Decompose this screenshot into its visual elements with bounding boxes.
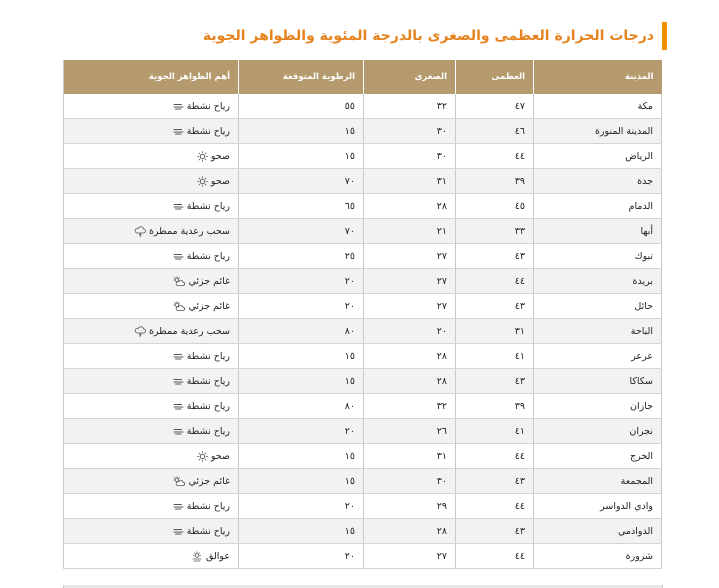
cell-min: ٣٢ xyxy=(364,94,456,119)
cell-city: سكاكا xyxy=(534,369,662,394)
wind-icon xyxy=(173,526,184,537)
table-row xyxy=(64,494,662,519)
cell-phenomenon xyxy=(64,519,239,544)
wind-icon xyxy=(173,101,184,112)
phenomenon-label: عوالق xyxy=(205,550,230,562)
cell-phenomenon xyxy=(64,244,239,269)
phenomenon xyxy=(173,376,230,387)
haze-icon xyxy=(191,551,203,562)
cell-max: ٣٩ xyxy=(456,394,534,419)
phenomenon xyxy=(173,201,230,212)
storm-cloud-icon xyxy=(134,226,146,237)
table-row xyxy=(64,119,662,144)
cell-humidity: ١٥ xyxy=(239,144,364,169)
cell-humidity: ٧٠ xyxy=(239,219,364,244)
phenomenon xyxy=(134,226,230,237)
partly-cloudy-icon xyxy=(173,476,185,487)
cell-min: ٢٧ xyxy=(364,294,456,319)
sun-icon xyxy=(197,176,208,187)
table-row xyxy=(64,169,662,194)
cell-city: وادي الدواسر xyxy=(534,494,662,519)
cell-humidity: ٢٠ xyxy=(239,269,364,294)
cell-city: عرعر xyxy=(534,344,662,369)
wind-icon xyxy=(173,376,184,387)
cell-phenomenon xyxy=(64,294,239,319)
cell-city: الرياض xyxy=(534,144,662,169)
phenomenon-label: صحو xyxy=(210,450,230,462)
cell-city: تبوك xyxy=(534,244,662,269)
wind-icon xyxy=(173,426,184,437)
phenomenon-label: سحب رعدية ممطرة xyxy=(148,325,230,337)
table-row xyxy=(64,344,662,369)
cell-min: ٢٩ xyxy=(364,494,456,519)
cell-city: بريدة xyxy=(534,269,662,294)
phenomenon xyxy=(197,151,230,162)
cell-max: ٤٣ xyxy=(456,244,534,269)
table-row xyxy=(64,319,662,344)
table-row xyxy=(64,194,662,219)
cell-phenomenon xyxy=(64,544,239,569)
cell-phenomenon xyxy=(64,94,239,119)
table-row xyxy=(64,144,662,169)
cell-min: ٣٠ xyxy=(364,144,456,169)
phenomenon-label: رياح نشطة xyxy=(186,375,230,387)
phenomenon-label: سحب رعدية ممطرة xyxy=(148,225,230,237)
cell-min: ٢٨ xyxy=(364,194,456,219)
cell-max: ٤٣ xyxy=(456,519,534,544)
cell-phenomenon xyxy=(64,419,239,444)
partly-cloudy-icon xyxy=(173,276,185,287)
cell-min: ٢١ xyxy=(364,219,456,244)
wind-icon xyxy=(173,251,184,262)
sun-icon xyxy=(197,451,208,462)
table-header-row xyxy=(64,60,662,94)
table-row xyxy=(64,369,662,394)
cell-humidity: ٦٥ xyxy=(239,194,364,219)
storm-cloud-icon xyxy=(134,326,146,337)
table-row xyxy=(64,94,662,119)
cell-city: الدوادمي xyxy=(534,519,662,544)
cell-humidity: ٨٠ xyxy=(239,394,364,419)
table-row xyxy=(64,269,662,294)
cell-city: حائل xyxy=(534,294,662,319)
cell-humidity: ٢٠ xyxy=(239,494,364,519)
cell-min: ٢٨ xyxy=(364,369,456,394)
cell-min: ٣١ xyxy=(364,444,456,469)
table-row xyxy=(64,244,662,269)
header-phenomena: أهم الظواهر الجوية xyxy=(64,60,239,94)
phenomenon-label: صحو xyxy=(210,175,230,187)
cell-min: ٣٢ xyxy=(364,394,456,419)
header-humidity: الرطوبة المتوقعة xyxy=(239,60,364,94)
cell-phenomenon xyxy=(64,494,239,519)
cell-humidity: ٧٠ xyxy=(239,169,364,194)
cell-phenomenon xyxy=(64,194,239,219)
phenomenon xyxy=(173,501,230,512)
wind-icon xyxy=(173,126,184,137)
weather-table xyxy=(63,60,662,569)
cell-phenomenon xyxy=(64,119,239,144)
phenomenon xyxy=(173,401,230,412)
table-row xyxy=(64,519,662,544)
table-row xyxy=(64,544,662,569)
header-min: الصغرى xyxy=(364,60,456,94)
phenomenon xyxy=(197,176,230,187)
cell-phenomenon xyxy=(64,394,239,419)
cell-city: جدة xyxy=(534,169,662,194)
phenomenon-label: رياح نشطة xyxy=(186,125,230,137)
cell-city: جازان xyxy=(534,394,662,419)
cell-max: ٣١ xyxy=(456,319,534,344)
cell-min: ٢٠ xyxy=(364,319,456,344)
phenomenon xyxy=(197,451,230,462)
cell-humidity: ٢٥ xyxy=(239,244,364,269)
cell-phenomenon xyxy=(64,444,239,469)
cell-max: ٤٣ xyxy=(456,294,534,319)
table-row xyxy=(64,419,662,444)
phenomenon-label: غائم جزئي xyxy=(188,475,230,487)
cell-max: ٤٣ xyxy=(456,369,534,394)
cell-city: المجمعة xyxy=(534,469,662,494)
cell-city: شرورة xyxy=(534,544,662,569)
cell-humidity: ١٥ xyxy=(239,369,364,394)
cell-phenomenon xyxy=(64,469,239,494)
cell-max: ٤١ xyxy=(456,419,534,444)
header-max: العظمى xyxy=(456,60,534,94)
cell-humidity: ٢٠ xyxy=(239,544,364,569)
table-body xyxy=(64,94,662,569)
cell-phenomenon xyxy=(64,344,239,369)
cell-phenomenon xyxy=(64,219,239,244)
cell-max: ٤٤ xyxy=(456,494,534,519)
phenomenon-label: رياح نشطة xyxy=(186,100,230,112)
cell-city: نجران xyxy=(534,419,662,444)
cell-min: ٢٦ xyxy=(364,419,456,444)
cell-humidity: ٥٥ xyxy=(239,94,364,119)
phenomenon xyxy=(173,251,230,262)
phenomenon-label: صحو xyxy=(210,150,230,162)
phenomenon xyxy=(173,426,230,437)
table-row xyxy=(64,294,662,319)
page-title: درجات الحرارة العظمى والصغرى بالدرجة المئوية والظواهر الجوية xyxy=(202,28,654,44)
cell-phenomenon xyxy=(64,169,239,194)
phenomenon xyxy=(191,551,230,562)
cell-min: ٢٨ xyxy=(364,519,456,544)
cell-humidity: ١٥ xyxy=(239,344,364,369)
phenomenon xyxy=(173,351,230,362)
phenomenon xyxy=(173,301,230,312)
phenomenon-label: غائم جزئي xyxy=(188,300,230,312)
cell-phenomenon xyxy=(64,369,239,394)
phenomenon xyxy=(173,276,230,287)
cell-humidity: ١٥ xyxy=(239,519,364,544)
wind-icon xyxy=(173,351,184,362)
cell-max: ٤١ xyxy=(456,344,534,369)
cell-max: ٤٦ xyxy=(456,119,534,144)
cell-humidity: ١٥ xyxy=(239,119,364,144)
phenomenon-label: رياح نشطة xyxy=(186,350,230,362)
cell-max: ٤٣ xyxy=(456,469,534,494)
phenomenon-label: رياح نشطة xyxy=(186,400,230,412)
phenomenon-label: رياح نشطة xyxy=(186,525,230,537)
cell-min: ٣١ xyxy=(364,169,456,194)
cell-humidity: ٢٠ xyxy=(239,294,364,319)
phenomenon xyxy=(173,476,230,487)
table-row xyxy=(64,219,662,244)
cell-humidity: ٢٠ xyxy=(239,419,364,444)
cell-phenomenon xyxy=(64,319,239,344)
partly-cloudy-icon xyxy=(173,301,185,312)
cell-min: ٣٠ xyxy=(364,469,456,494)
table-row xyxy=(64,469,662,494)
phenomenon-label: رياح نشطة xyxy=(186,250,230,262)
cell-humidity: ٨٠ xyxy=(239,319,364,344)
phenomenon xyxy=(173,101,230,112)
cell-humidity: ١٥ xyxy=(239,469,364,494)
cell-max: ٤٤ xyxy=(456,544,534,569)
wind-icon xyxy=(173,401,184,412)
cell-city: أبها xyxy=(534,219,662,244)
cell-min: ٣٠ xyxy=(364,119,456,144)
cell-max: ٤٧ xyxy=(456,94,534,119)
phenomenon xyxy=(173,526,230,537)
cell-min: ٢٧ xyxy=(364,544,456,569)
cell-min: ٢٧ xyxy=(364,269,456,294)
cell-max: ٣٩ xyxy=(456,169,534,194)
title-accent-bar xyxy=(662,22,667,50)
header-city: المدينة xyxy=(534,60,662,94)
cell-city: الخرج xyxy=(534,444,662,469)
cell-max: ٤٤ xyxy=(456,269,534,294)
cell-max: ٤٤ xyxy=(456,144,534,169)
cell-city: مكة xyxy=(534,94,662,119)
cell-phenomenon xyxy=(64,269,239,294)
phenomenon xyxy=(134,326,230,337)
table-row xyxy=(64,394,662,419)
phenomenon-label: رياح نشطة xyxy=(186,500,230,512)
cell-max: ٤٥ xyxy=(456,194,534,219)
phenomenon-label: رياح نشطة xyxy=(186,200,230,212)
cell-city: الدمام xyxy=(534,194,662,219)
cell-min: ٢٧ xyxy=(364,244,456,269)
cell-city: الباحة xyxy=(534,319,662,344)
sun-icon xyxy=(197,151,208,162)
wind-icon xyxy=(173,201,184,212)
table-row xyxy=(64,444,662,469)
wind-icon xyxy=(173,501,184,512)
phenomenon-label: غائم جزئي xyxy=(188,275,230,287)
page-header xyxy=(203,22,667,50)
cell-phenomenon xyxy=(64,144,239,169)
cell-max: ٣٣ xyxy=(456,219,534,244)
phenomenon-label: رياح نشطة xyxy=(186,425,230,437)
cell-humidity: ١٥ xyxy=(239,444,364,469)
cell-min: ٢٨ xyxy=(364,344,456,369)
cell-max: ٤٤ xyxy=(456,444,534,469)
phenomenon xyxy=(173,126,230,137)
cell-city: المدينة المنورة xyxy=(534,119,662,144)
